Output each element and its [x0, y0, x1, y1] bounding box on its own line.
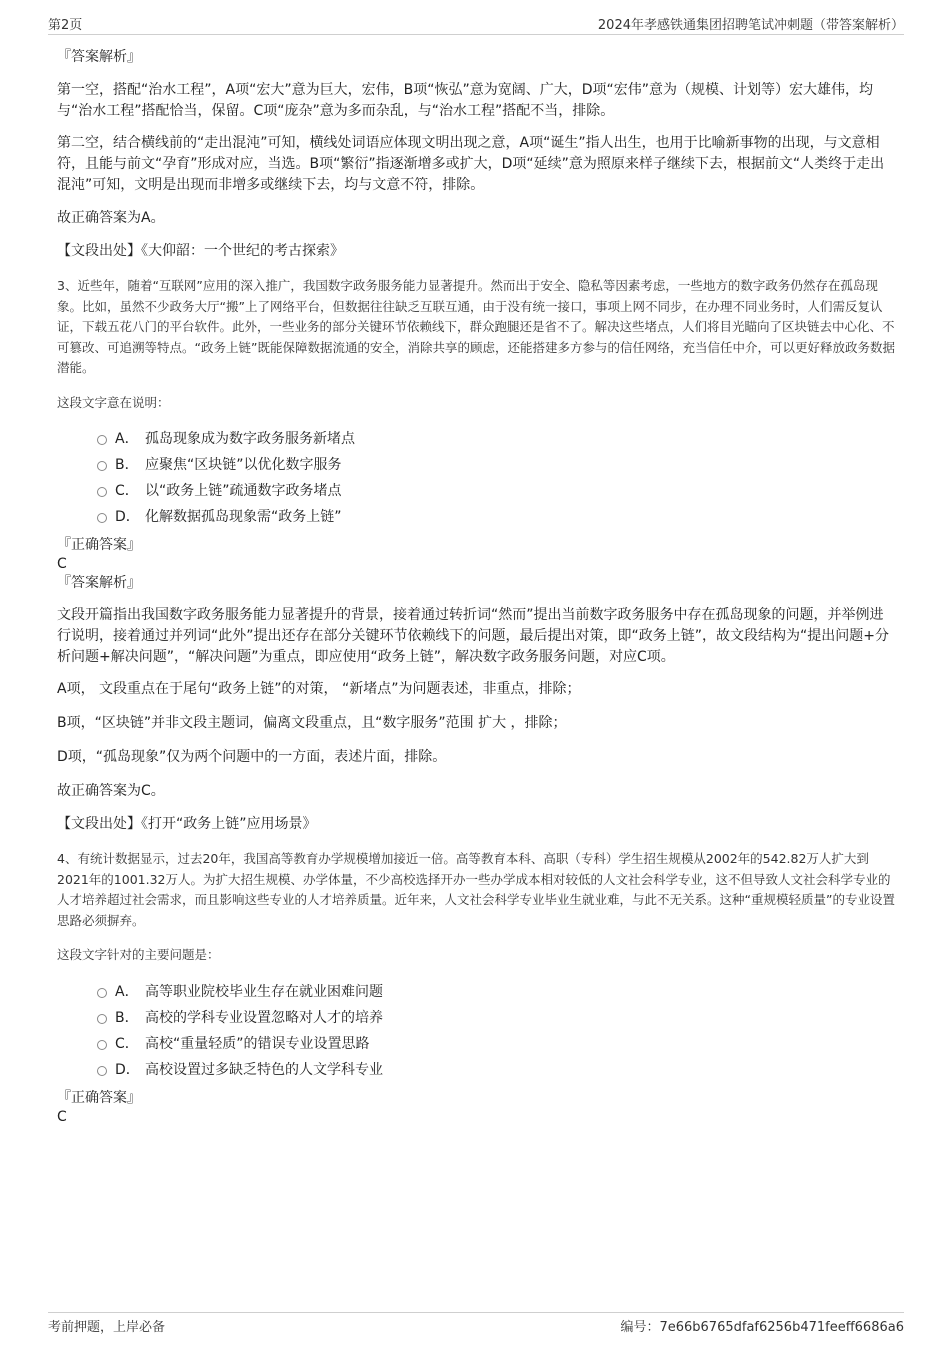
analysis-paragraph: D项，“孤岛现象”仅为两个问题中的一方面，表述片面，排除。 — [57, 749, 447, 765]
answer-conclusion: 故正确答案为C。 — [57, 783, 165, 799]
radio-icon[interactable] — [97, 487, 107, 497]
question-prompt: 这段文字意在说明： — [57, 394, 170, 410]
analysis-paragraph: B项，“区块链”并非文段主题词，偏离文段重点，且“数字服务”范围 扩大 ，排除； — [57, 715, 567, 731]
option-d[interactable]: D． 化解数据孤岛现象需“政务上链” — [57, 504, 897, 530]
radio-icon[interactable] — [97, 461, 107, 471]
page-number: 第2页 — [48, 18, 83, 33]
correct-answer: C — [57, 1108, 67, 1125]
radio-icon[interactable] — [97, 1040, 107, 1050]
correct-answer: C — [57, 556, 67, 572]
analysis-label: 『答案解析』 — [57, 575, 141, 591]
radio-icon[interactable] — [97, 988, 107, 998]
document-id: 编号：7e66b6765dfaf6256b471feeff6686a6 — [620, 1320, 904, 1335]
source-citation: 【文段出处】《大仰韶：一个世纪的考古探索》 — [57, 243, 344, 259]
radio-icon[interactable] — [97, 1014, 107, 1024]
question-stem: 4、有统计数据显示，过去20年，我国高等教育办学规模增加接近一倍。高等教育本科、高职（专科）学生招生规模从2002年的542.82万人扩大到2021年的1001.32万人。为扩大招生规模、办学体量，不少高校选择开办一些办学成本相对较低的人文社会科学专业，这不但导致人文社会科学专业的人才培养超过社会需求，而且影响这些专业的人才培养质量。近年来，人文社会科学专业毕业生就业难，与此不无关系。这种“重规模轻质量”的专业设置思路必须摒弃。 — [57, 851, 895, 928]
page-footer — [48, 1312, 904, 1335]
question-prompt: 这段文字针对的主要问题是： — [57, 947, 220, 962]
option-c[interactable]: C． 高校“重量轻质”的错误专业设置思路 — [57, 1031, 897, 1057]
radio-icon[interactable] — [97, 435, 107, 445]
source-citation: 【文段出处】《打开“政务上链”应用场景》 — [57, 816, 317, 832]
radio-icon[interactable] — [97, 513, 107, 523]
analysis-paragraph: 文段开篇指出我国数字政务服务能力显著提升的背景，接着通过转折词“然而”提出当前数字政务服务中存在孤岛现象的问题，并举例进行说明，接着通过并列词“此外”提出还存在部分关键环节依赖线下的问题，最后提出对策，即“政务上链”，故文段结构为“提出问题+分析问题+解决问题”，“解决问题”为重点，即应使用“政务上链”，解决数字政务服务问题，对应C项。 — [57, 607, 889, 665]
document-title: 2024年孝感铁通集团招聘笔试冲刺题（带答案解析） — [597, 18, 904, 33]
options-list — [57, 979, 897, 1083]
option-a[interactable]: A． 孤岛现象成为数字政务服务新堵点 — [57, 426, 897, 452]
option-b[interactable]: B． 应聚焦“区块链”以优化数字服务 — [57, 452, 897, 478]
analysis-label: 『答案解析』 — [57, 49, 141, 65]
option-c[interactable]: C． 以“政务上链”疏通数字政务堵点 — [57, 478, 897, 504]
footer-slogan: 考前押题，上岸必备 — [48, 1320, 166, 1335]
options-list — [57, 426, 897, 530]
analysis-paragraph: 第一空，搭配“治水工程”，A项“宏大”意为巨大，宏伟，B项“恢弘”意为宽阔、广大，D项“宏伟”意为（规模、计划等）宏大雄伟，均与“治水工程”搭配恰当，保留。C项“庞杂”意为多而杂乱，与“治水工程”搭配不当，排除。 — [57, 82, 873, 119]
correct-answer-label: 『正确答案』 — [57, 1089, 141, 1106]
main-content — [57, 44, 897, 1127]
option-d[interactable]: D． 高校设置过多缺乏特色的人文学科专业 — [57, 1057, 897, 1083]
radio-icon[interactable] — [97, 1066, 107, 1076]
question-stem: 3、近些年，随着“互联网”应用的深入推广，我国数字政务服务能力显著提升。然而出于安全、隐私等因素考虑，一些地方的数字政务仍然存在孤岛现象。比如，虽然不少政务大厅“搬”上了网络平台，但数据往往缺乏互联互通，由于没有统一接口，事项上网不同步，在办理不同业务时，人们需反复认证，下载五花八门的平台软件。此外，一些业务的部分关键环节依赖线下，群众跑腿还是省不了。解决这些堵点，人们将目光瞄向了区块链去中心化、不可篡改、可追溯等特点。“政务上链”既能保障数据流通的安全，消除共享的顾虑，还能搭建多方参与的信任网络，充当信任中介，可以更好释放政务数据潜能。 — [57, 278, 895, 375]
page-header — [48, 14, 904, 35]
option-b[interactable]: B． 高校的学科专业设置忽略对人才的培养 — [57, 1005, 897, 1031]
analysis-paragraph: A项， 文段重点在于尾句“政务上链”的对策， “新堵点”为问题表述，非重点，排除； — [57, 681, 581, 697]
analysis-paragraph: 第二空，结合横线前的“走出混沌”可知，横线处词语应体现文明出现之意，A项“诞生”指人出生，也用于比喻新事物的出现，与文意相符，且能与前文“孕育”形成对应，当选。B项“繁衍”指逐渐增多或扩大，D项“延续”意为照原来样子继续下去，根据前文“人类终于走出混沌”可知，文明是出现而非增多或继续下去，均与文意不符，排除。 — [57, 135, 885, 193]
option-a[interactable]: A． 高等职业院校毕业生存在就业困难问题 — [57, 979, 897, 1005]
correct-answer-label: 『正确答案』 — [57, 537, 141, 553]
answer-conclusion: 故正确答案为A。 — [57, 210, 165, 226]
